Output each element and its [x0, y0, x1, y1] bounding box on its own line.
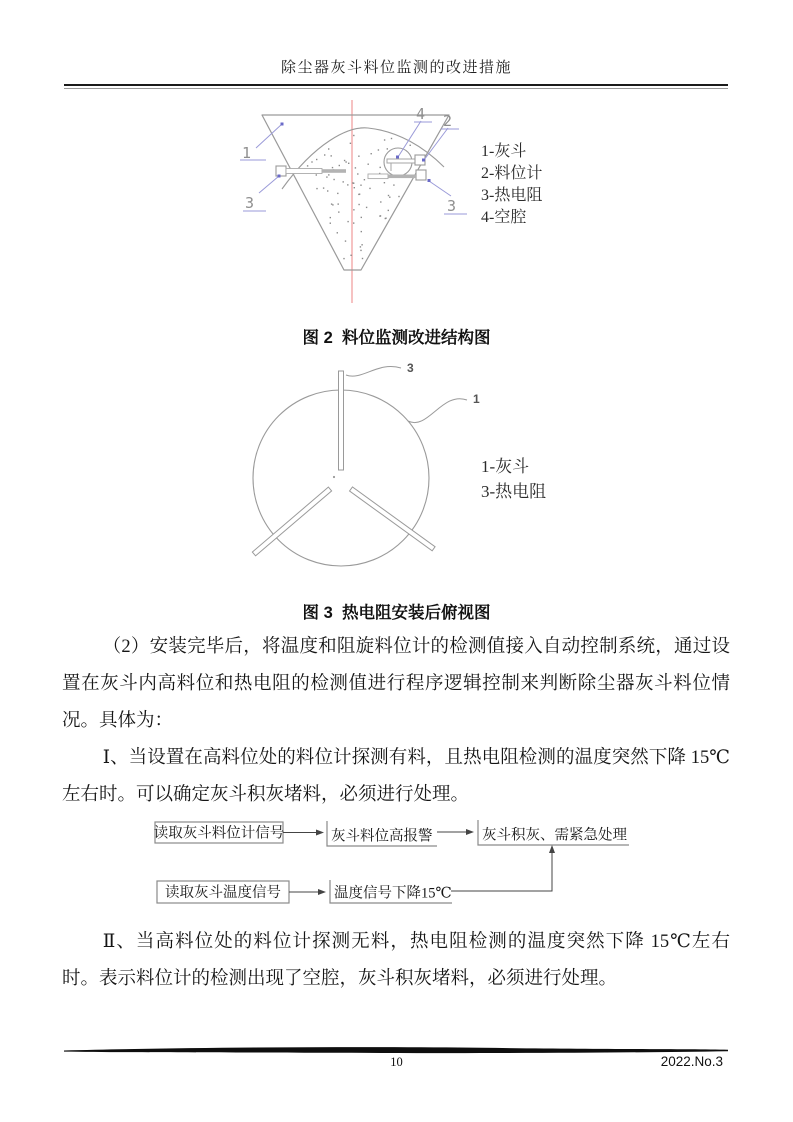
figure2-label-3-right: 3	[447, 197, 457, 215]
right-thermocouple-tip	[368, 174, 388, 179]
header-rule	[64, 84, 728, 89]
flow-label-temp-drop: 温度信号下降15℃	[334, 885, 452, 902]
paragraph-install-logic: （2）安装完毕后，将温度和阻旋料位计的检测值接入自动控制系统，通过设置在灰斗内高料位和热电阻的检测值进行程序逻辑控制来判断除尘器灰斗料位情况。具体为：	[62, 637, 730, 731]
figure2-label-2: 2	[443, 112, 453, 130]
figure2-legend-item-3: 3-热电阻	[481, 187, 543, 204]
paragraph-case-2: Ⅱ、当高料位处的料位计探测无料，热电阻检测的温度突然下降 15℃左右时。表示料位计的检测出现了空腔，灰斗积灰堵料，必须进行处理。	[62, 932, 730, 989]
figure2-drawing	[228, 95, 480, 310]
page-header-title: 除尘器灰斗料位监测的改进措施	[280, 60, 512, 76]
footer-issue-number: 2022.No.3	[660, 1054, 723, 1069]
figure2-label-1: 1	[242, 144, 252, 162]
figure2-label-3-left: 3	[245, 194, 255, 212]
figure3-label-1: 1	[473, 392, 480, 406]
flow-label-read-level: 读取灰斗料位计信号	[153, 825, 285, 842]
figure3-legend-item-2: 3-热电阻	[481, 482, 547, 501]
hopper-outline	[262, 115, 449, 270]
figure3-caption: 图 3 热电阻安装后俯视图	[302, 604, 491, 622]
figure2-label-4: 4	[416, 105, 426, 123]
figure2-legend-item-2: 2-料位计	[481, 165, 543, 182]
figure3-legend	[481, 454, 546, 504]
thermocouple-rod-right	[350, 487, 436, 551]
figure2-legend-item-4: 4-空腔	[481, 209, 527, 226]
figure3-legend-item-1: 1-灰斗	[481, 457, 530, 476]
left-thermocouple-tip	[322, 169, 346, 173]
footer-page-number: 10	[390, 1055, 403, 1069]
thermocouple-rod-top	[339, 371, 344, 470]
left-thermocouple-rod	[286, 169, 322, 174]
figure2-legend-item-1: 1-灰斗	[481, 143, 527, 160]
leader-to-label-1	[408, 399, 467, 423]
figure3-drawing	[238, 358, 488, 595]
flow-label-high-alarm: 灰斗料位高报警	[331, 828, 433, 845]
center-mark	[333, 476, 335, 478]
leader-to-label-3	[346, 366, 401, 376]
right-thermocouple-mount	[416, 170, 426, 180]
level-gauge-paddle	[387, 159, 415, 163]
right-thermocouple-rod	[388, 175, 416, 179]
paragraph-case-1: Ⅰ、当设置在高料位处的料位计探测有料，且热电阻检测的温度突然下降 15℃左右时。可以确定灰斗积灰堵料，必须进行处理。	[62, 748, 730, 805]
flow-label-urgent: 灰斗积灰、需紧急处理	[482, 827, 627, 844]
flowchart	[140, 812, 640, 912]
flow-label-read-temp: 读取灰斗温度信号	[165, 885, 281, 901]
figure3-label-3: 3	[407, 361, 414, 375]
figure2-caption: 图 2 料位监测改进结构图	[302, 329, 491, 347]
figure2-legend	[481, 141, 542, 229]
